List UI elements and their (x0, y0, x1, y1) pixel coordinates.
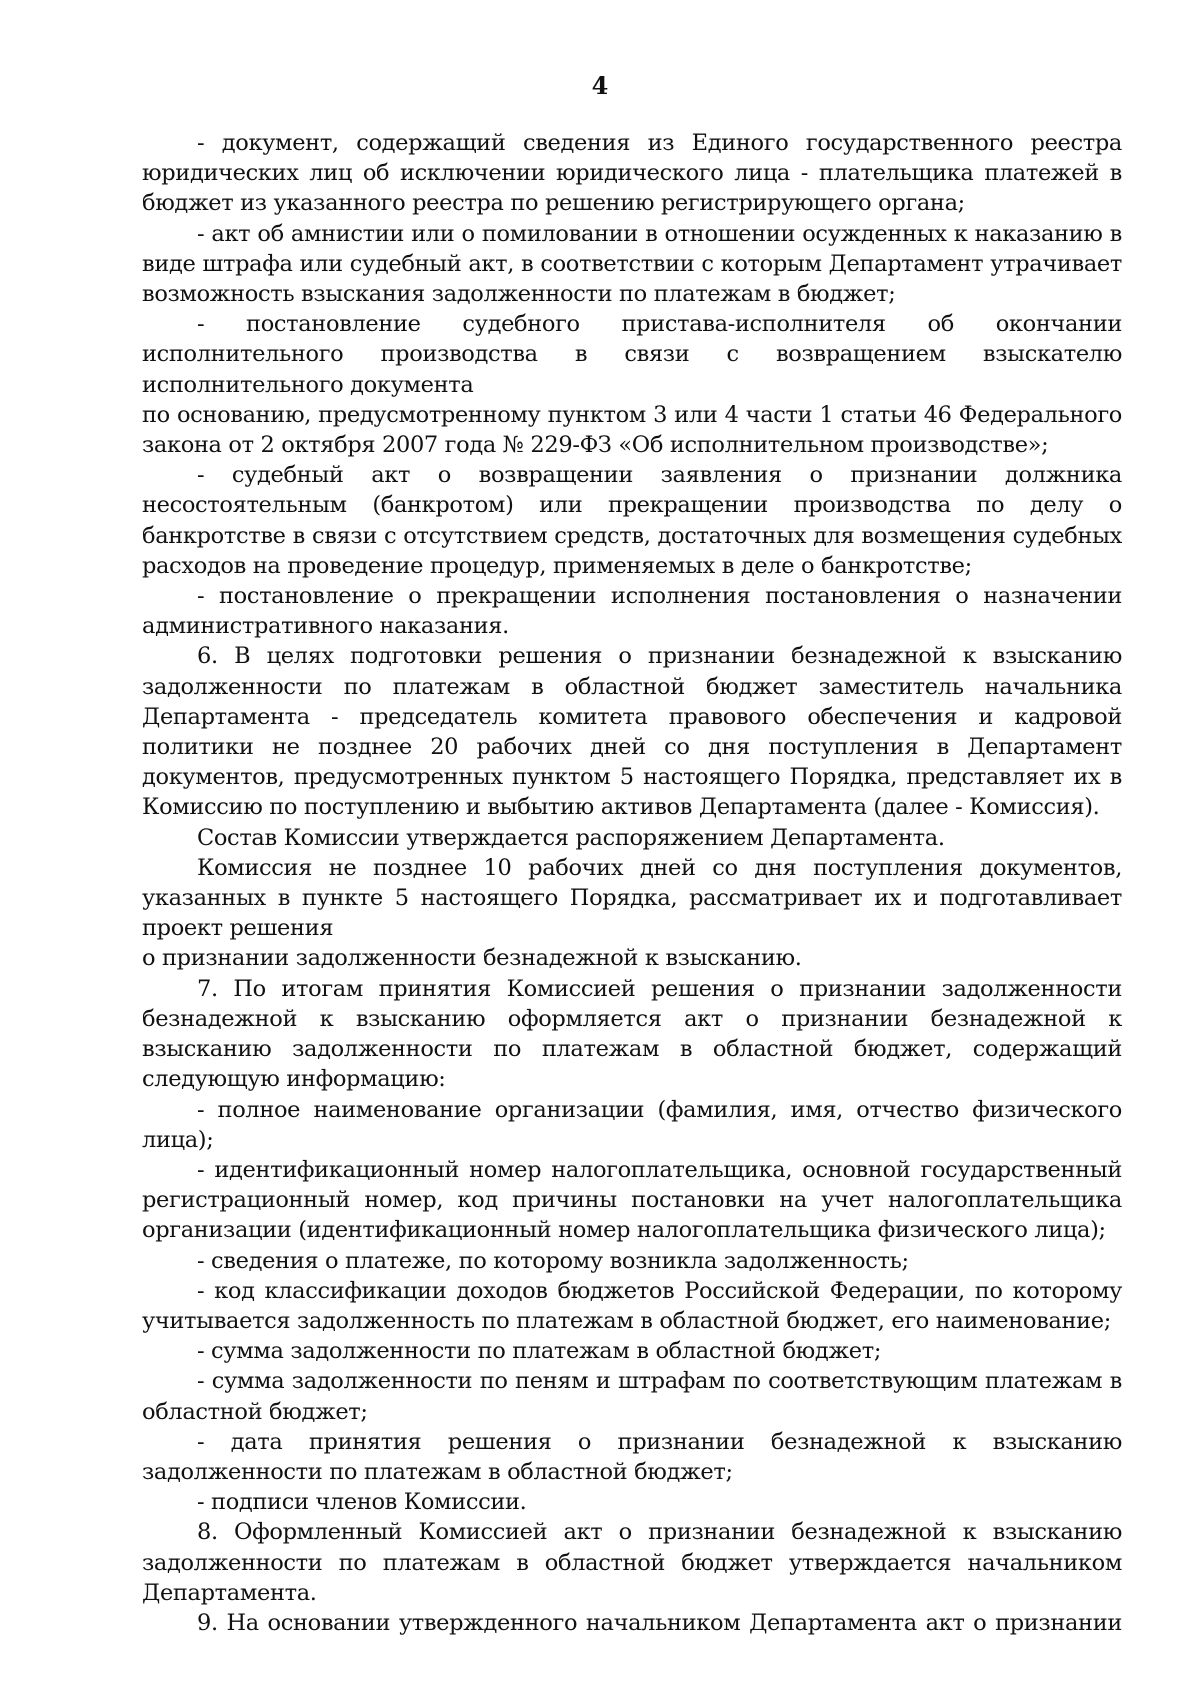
list-item-classification-code: - код классификации доходов бюджетов Российской Федерации, по которому учитывается задолженность по платежам в областной бюджет, его наименование; (142, 1277, 1122, 1334)
list-item-payment-info: - сведения о платеже, по которому возникла задолженность; (197, 1247, 909, 1274)
paragraph-bailiff-resolution: - постановление судебного пристава-исполнителя об окончании исполнительного производства в связи с возвращением взыскателю исполнительного документа (142, 311, 1122, 398)
list-item-debt-amount: - сумма задолженности по платежам в областной бюджет; (197, 1338, 882, 1365)
paragraph-commission-review: Комиссия не позднее 10 рабочих дней со дня поступления документов, указанных в пункте 5 настоящего Порядка, рассматривает их и подготавливает проект решения (142, 854, 1122, 942)
paragraph-bankruptcy-act: - судебный акт о возвращении заявления о признании должника несостоятельным (банкротом) или прекращении производства по делу о банкротстве в связи с отсутствием средств, достаточных для возмещения судебных расходов на проведение процедур, применяемых в деле о банкротстве; (142, 462, 1122, 579)
list-item-taxpayer-id: - идентификационный номер налогоплательщика, основной государственный регистрационный номер, код причины постановки на учет налогоплательщика организации (идентификационный номер налогоплательщика физического лица); (142, 1156, 1122, 1244)
list-item-decision-date: - дата принятия решения о признании безнадежной к взысканию задолженности по платежам в областной бюджет; (142, 1428, 1122, 1485)
paragraph-egrul-exclusion: - документ, содержащий сведения из Единого государственного реестра юридических лиц об исключении юридического лица - плательщика платежей в бюджет из указанного реестра по решению регистрирующего органа; (142, 130, 1122, 217)
paragraph-item-8: 8. Оформленный Комиссией акт о признании безнадежной к взысканию задолженности по платежам в областной бюджет утверждается начальником Департамента. (142, 1519, 1122, 1606)
paragraph-item-9: 9. На основании утвержденного начальником Департамента акт о признании (197, 1609, 1122, 1636)
paragraph-bailiff-resolution-cont: по основанию, предусмотренному пунктом 3 или 4 части 1 статьи 46 Федерального закона от 2 октября 2007 года № 229-ФЗ «Об исполнительном производстве»; (142, 401, 1122, 459)
paragraph-commission-review-cont: о признании задолженности безнадежной к взысканию. (142, 945, 802, 972)
paragraph-termination-resolution: - постановление о прекращении исполнения постановления о назначении административного наказания. (142, 583, 1122, 640)
list-item-full-name: - полное наименование организации (фамилия, имя, отчество физического лица); (142, 1096, 1122, 1153)
page-number: 4 (591, 71, 609, 100)
paragraph-item-7: 7. По итогам принятия Комиссией решения о признании задолженности безнадежной к взысканию оформляется акт о признании безнадежной к взысканию задолженности по платежам в областной бюджет, содержащий следующую информацию: (142, 975, 1122, 1093)
list-item-penalty-amount: - сумма задолженности по пеням и штрафам по соответствующим платежам в областной бюджет; (142, 1368, 1122, 1425)
document-body (142, 128, 1122, 1638)
paragraph-commission-composition: Состав Комиссии утверждается распоряжением Департамента. (197, 824, 945, 851)
paragraph-item-6: 6. В целях подготовки решения о признании безнадежной к взысканию задолженности по платежам в областной бюджет заместитель начальника Департамента - председатель комитета правового обеспечения и кадровой политики не позднее 20 рабочих дней со дня поступления в Департамент документов, предусмотренных пунктом 5 настоящего Порядка, представляет их в Комиссию по поступлению и выбытию активов Департамента (далее - Комиссия). (142, 643, 1122, 821)
list-item-signatures: - подписи членов Комиссии. (197, 1489, 527, 1516)
paragraph-amnesty-act: - акт об амнистии или о помиловании в отношении осужденных к наказанию в виде штрафа или судебный акт, в соответствии с которым Департамент утрачивает возможность взыскания задолженности по платежам в бюджет; (142, 220, 1122, 308)
